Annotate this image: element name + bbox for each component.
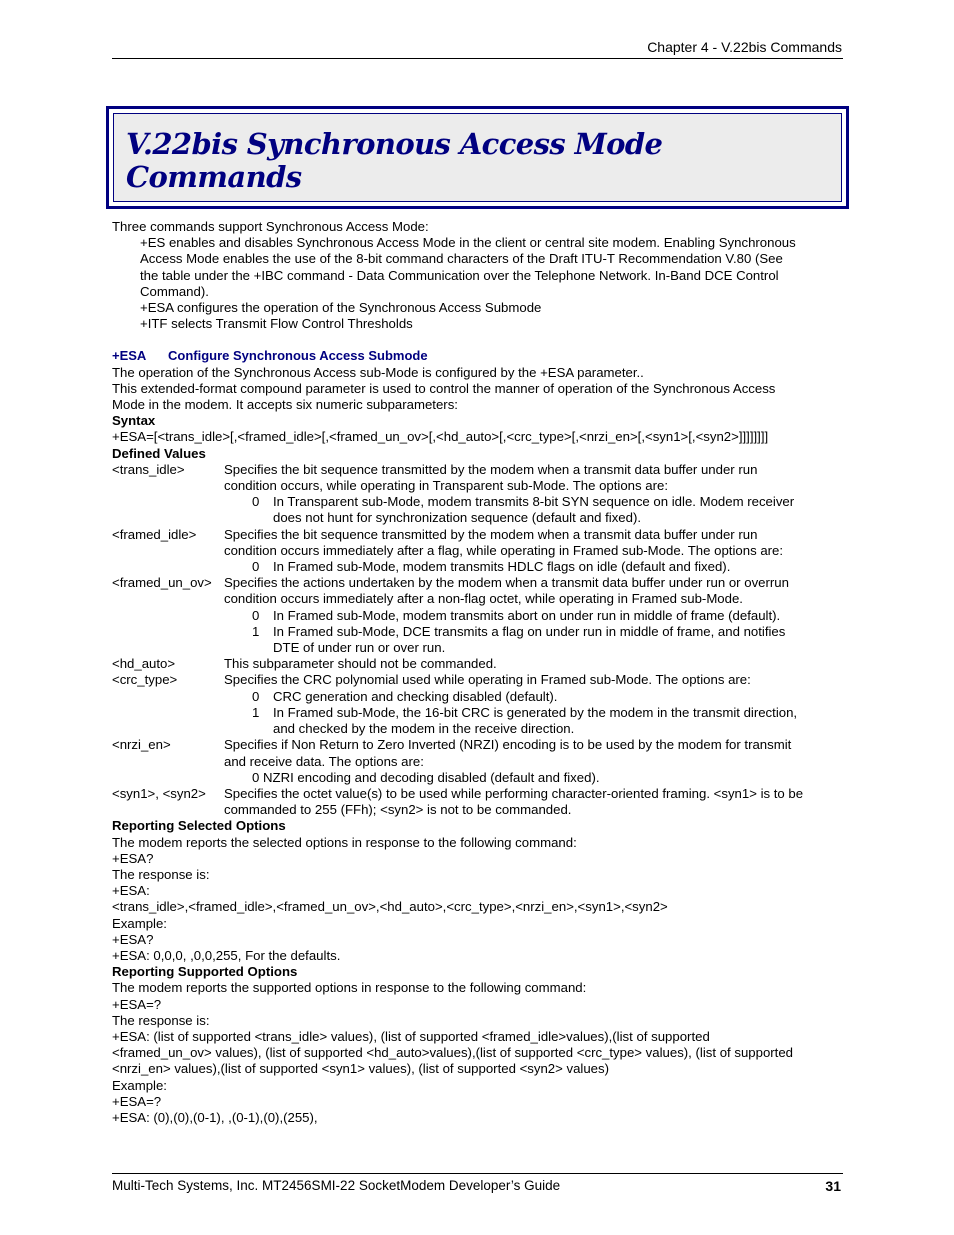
option-text-cont: and checked by the modem in the receive direction. (273, 721, 575, 737)
page-title-line-2: Commands (126, 160, 302, 194)
def-text: Specifies the bit sequence transmitted by the modem when a transmit data buffer under run (224, 526, 758, 542)
page-number: 31 (825, 1178, 841, 1194)
page-title-line-1: V.22bis Synchronous Access Mode (126, 127, 663, 161)
def-option (112, 494, 847, 510)
def-text: Specifies the octet value(s) to be used while performing character-oriented framing. <syn1> is to be (224, 785, 804, 801)
option-text: In Framed sub-Mode, the 16-bit CRC is generated by the modem in the transmit direction, (273, 704, 798, 720)
def-term: <framed_idle> (112, 526, 197, 542)
def-text: condition occurs immediately after a non-flag octet, while operating in Framed sub-Mode. (224, 591, 743, 607)
syntax-line: +ESA=[<trans_idle>[,<framed_idle>[,<framed_un_ov>[,<hd_auto>[,<crc_type>[,<nrzi_en>[,<syn1>[,<syn2>]]]]]]]] (112, 429, 769, 445)
report-line: The response is: (112, 866, 210, 882)
syntax-heading: Syntax (112, 413, 156, 429)
def-option (112, 608, 847, 624)
report-line: +ESA: (0),(0),(0-1), ,(0-1),(0),(255), (112, 1109, 318, 1125)
report-line: The modem reports the selected options in response to the following command: (112, 834, 577, 850)
def-text: Specifies the CRC polynomial used while operating in Framed sub-Mode. The options are: (224, 672, 751, 688)
def-option (112, 559, 847, 575)
def-text: Specifies if Non Return to Zero Inverted (NRZI) encoding is to be used by the modem for transmit (224, 737, 792, 753)
report-line: +ESA=? (112, 996, 162, 1012)
def-term: <trans_idle> (112, 461, 185, 477)
section-title: Configure Synchronous Access Submode (168, 348, 428, 364)
option-number: 0 (252, 688, 260, 704)
report-line: The modem reports the supported options in response to the following command: (112, 980, 587, 996)
reporting-supported-heading: Reporting Supported Options (112, 964, 298, 980)
def-crc-type (112, 672, 847, 688)
report-line: Example: (112, 915, 167, 931)
option-number: 0 (252, 607, 260, 623)
header-rule (112, 58, 843, 59)
report-line: +ESA: 0,0,0, ,0,0,255, For the defaults. (112, 947, 341, 963)
def-text: This subparameter should not be commanded. (224, 656, 497, 672)
option-text: In Framed sub-Mode, modem transmits abort on under run in middle of frame (default). (273, 607, 781, 623)
option-number: 1 (252, 623, 260, 639)
intro-item: +ES enables and disables Synchronous Access Mode in the client or central site modem. Enabling Synchronous (140, 235, 796, 251)
report-line: <nrzi_en> values),(list of supported <syn1> values), (list of supported <syn2> values) (112, 1061, 609, 1077)
intro-lead: Three commands support Synchronous Access Mode: (112, 219, 429, 234)
report-line: +ESA? (112, 850, 154, 866)
option-text: In Framed sub-Mode, modem transmits HDLC flags on idle (default and fixed). (273, 559, 731, 575)
reporting-selected-heading: Reporting Selected Options (112, 818, 286, 834)
desc-line: This extended-format compound parameter is used to control the manner of operation of the Synchronous Access (112, 380, 776, 396)
section-heading (112, 348, 847, 364)
def-term: <framed_un_ov> (112, 575, 212, 591)
report-line: +ESA: (112, 883, 150, 899)
running-header: Chapter 4 - V.22bis Commands (647, 39, 842, 55)
desc-line: Mode in the modem. It accepts six numeric subparameters: (112, 397, 458, 413)
footer-rule (112, 1173, 843, 1174)
def-text: Specifies the actions undertaken by the modem when a transmit data buffer under run or overrun (224, 575, 789, 591)
def-option (112, 689, 847, 705)
body-content (112, 219, 847, 1126)
def-hd-auto (112, 656, 847, 672)
desc-line: The operation of the Synchronous Access sub-Mode is configured by the +ESA parameter.. (112, 364, 644, 380)
option-number: 1 (252, 704, 260, 720)
def-text: Specifies the bit sequence transmitted by the modem when a transmit data buffer under run (224, 461, 758, 477)
def-trans-idle (112, 462, 847, 494)
def-option (112, 624, 847, 640)
def-framed-un-ov (112, 575, 847, 607)
title-box (106, 106, 849, 209)
option-text: CRC generation and checking disabled (default). (273, 688, 558, 704)
option-text-cont: does not hunt for synchronization sequence (default and fixed). (273, 510, 642, 526)
def-term: <crc_type> (112, 672, 178, 688)
intro-item: +ESA configures the operation of the Synchronous Access Submode (140, 300, 542, 316)
def-term: <nrzi_en> (112, 737, 171, 753)
def-text: condition occurs, while operating in Transparent sub-Mode. The options are: (224, 478, 668, 494)
report-line: <trans_idle>,<framed_idle>,<framed_un_ov>,<hd_auto>,<crc_type>,<nrzi_en>,<syn1>,<syn2> (112, 899, 668, 915)
option-number: 0 (252, 559, 260, 575)
report-line: Example: (112, 1077, 167, 1093)
intro-item: Access Mode enables the use of the 8-bit command characters of the Draft ITU-T Recommendation V.80 (See (140, 251, 783, 267)
option-number: 0 (252, 494, 260, 510)
def-term: <hd_auto> (112, 656, 176, 672)
def-framed-idle (112, 527, 847, 559)
def-term: <syn1>, <syn2> (112, 785, 206, 801)
report-line: +ESA? (112, 931, 154, 947)
def-syn (112, 786, 847, 818)
report-line: <framed_un_ov> values), (list of supported <hd_auto>values),(list of supported <crc_type> values), (list of supported (112, 1045, 794, 1061)
title-inner-frame (113, 113, 842, 202)
page-title (126, 128, 662, 194)
report-line: +ESA=? (112, 1093, 162, 1109)
def-option (112, 705, 847, 721)
option-text: In Transparent sub-Mode, modem transmits 8-bit SYN sequence on idle. Modem receiver (273, 494, 795, 510)
def-text: commanded to 255 (FFh); <syn2> is not to be commanded. (224, 802, 572, 818)
def-text: and receive data. The options are: (224, 753, 424, 769)
option-text: In Framed sub-Mode, DCE transmits a flag on under run in middle of frame, and notifies (273, 623, 786, 639)
intro-item: the table under the +IBC command - Data Communication over the Telephone Network. In-Band DCE Control (140, 267, 779, 283)
report-line: +ESA: (list of supported <trans_idle> values), (list of supported <framed_idle>values),(list of supported (112, 1028, 710, 1044)
report-line: The response is: (112, 1012, 210, 1028)
def-text: condition occurs immediately after a flag, while operating in Framed sub-Mode. The options are: (224, 542, 784, 558)
section-command: +ESA (112, 348, 147, 364)
footer-text: Multi-Tech Systems, Inc. MT2456SMI-22 SocketModem Developer’s Guide (112, 1178, 561, 1193)
intro-item: +ITF selects Transmit Flow Control Thresholds (140, 316, 413, 332)
intro-item: Command). (140, 283, 209, 299)
option-text-cont: DTE of under run or over run. (273, 640, 446, 656)
def-option: 0 NZRI encoding and decoding disabled (default and fixed). (252, 769, 600, 785)
defined-values-heading: Defined Values (112, 445, 206, 461)
def-nrzi-en (112, 737, 847, 769)
